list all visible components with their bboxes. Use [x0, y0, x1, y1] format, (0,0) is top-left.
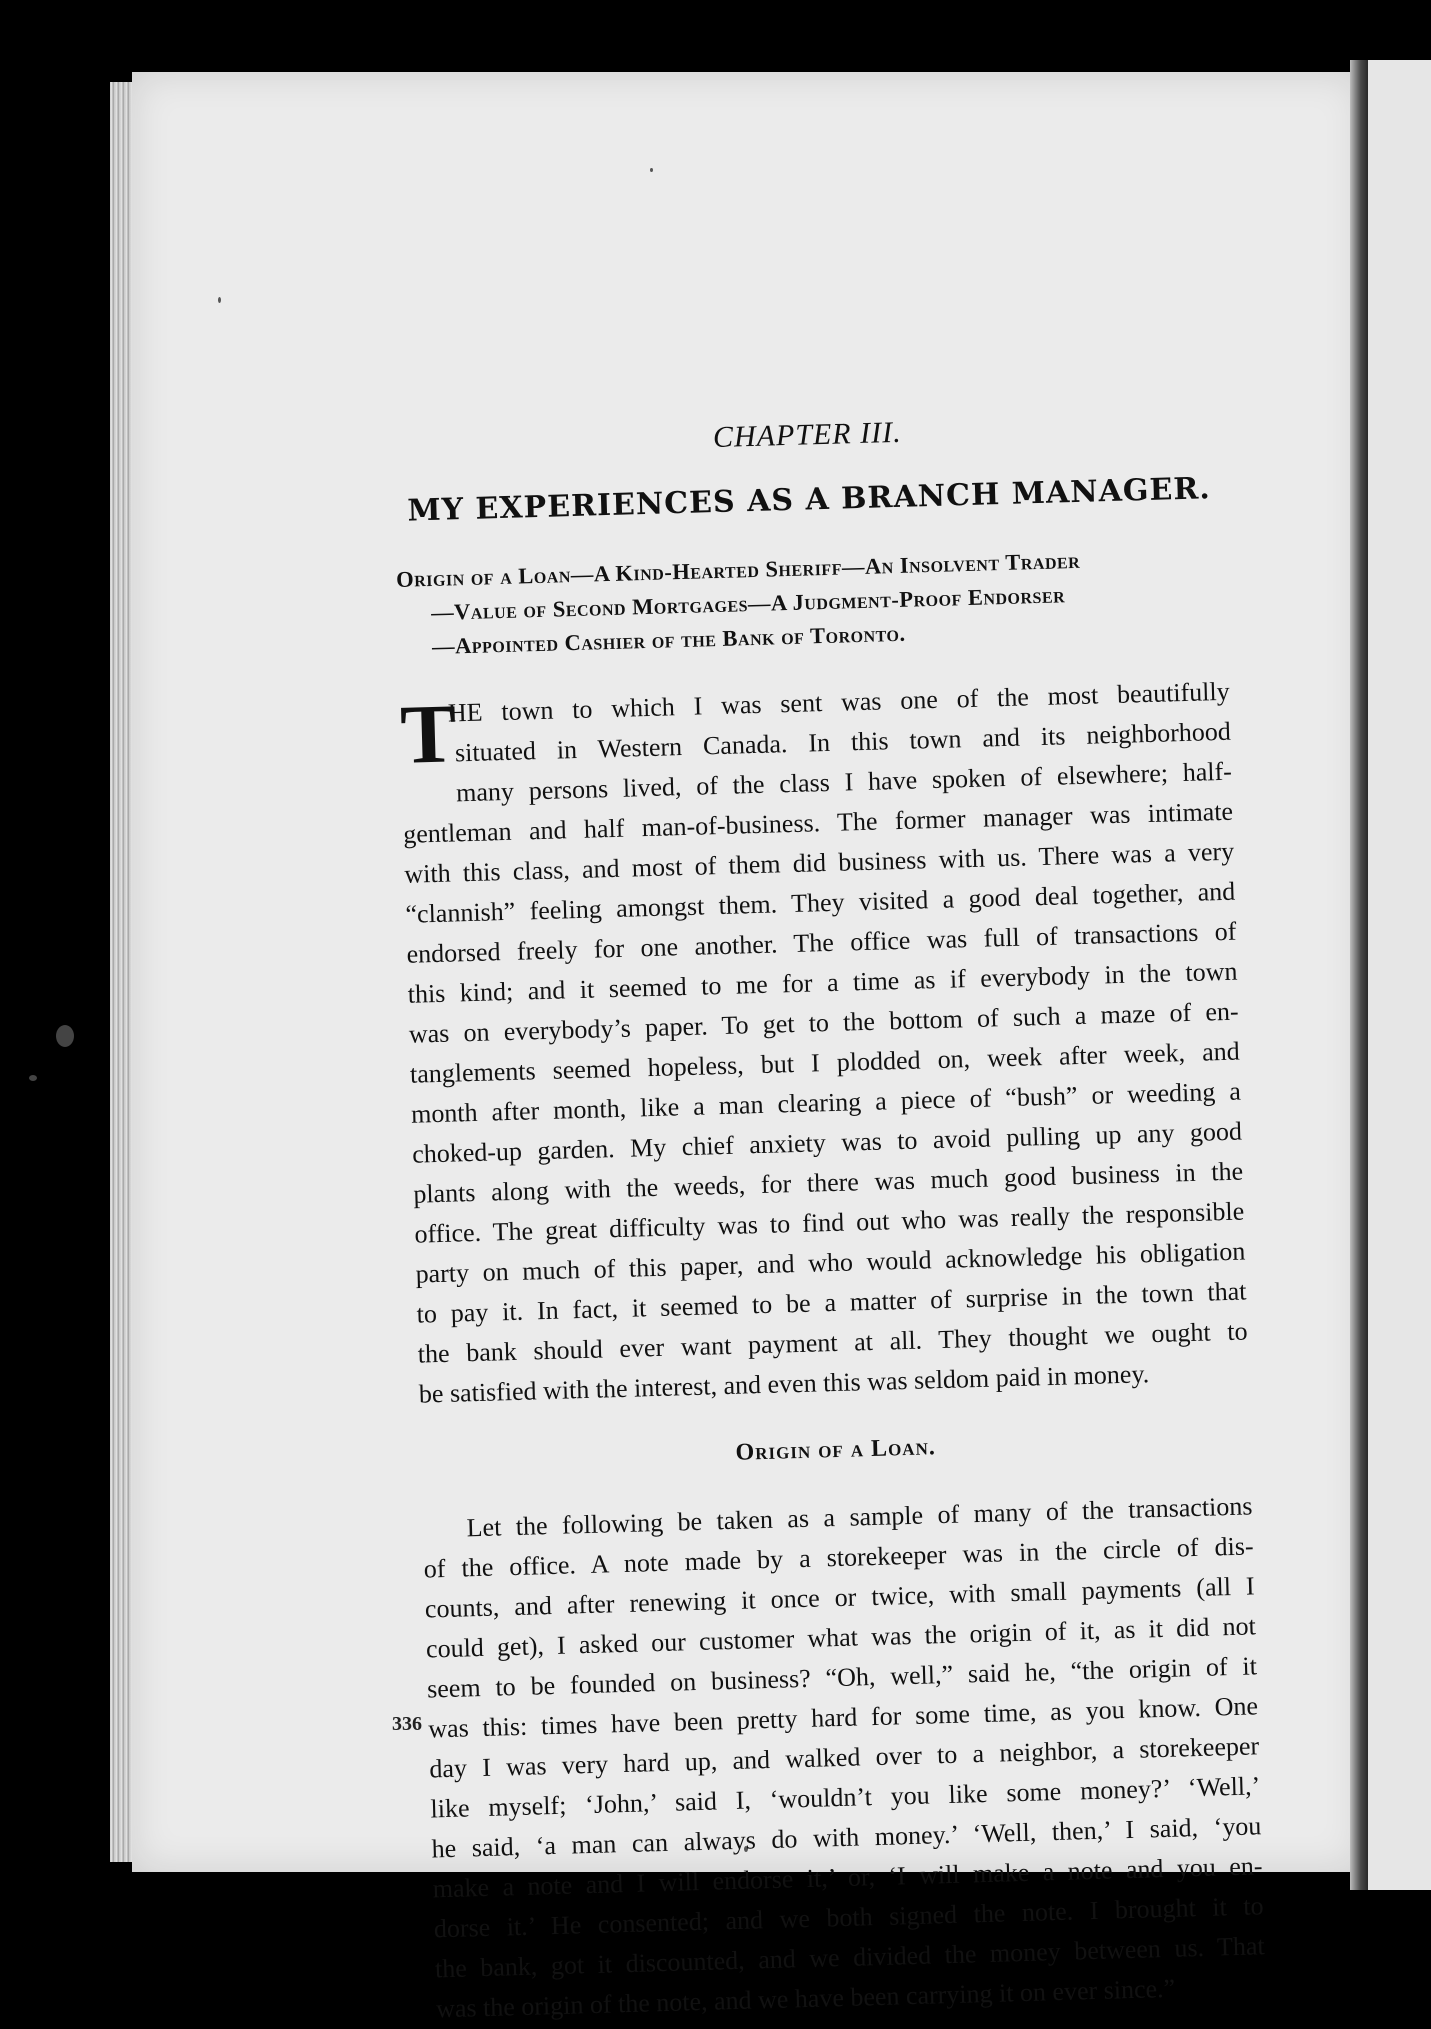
summary-line: —Value of Second Mortgages—A Judgment-Proof Endorser — [430, 582, 1066, 625]
text-line: situated in Western Canada. In this town and its neighborhood — [454, 716, 1232, 768]
text-line: he said, ‘a man can always do with money.’ ‘Well, then,’ I said, ‘you — [431, 1811, 1262, 1864]
text-line: the bank should ever want payment at all. They thought we ought to — [417, 1316, 1248, 1369]
text-line: many persons lived, of the class I have spoken of elsewhere; half- — [455, 756, 1233, 808]
text-line: HE town to which I was sent was one of the most beautifully — [447, 676, 1231, 728]
text-line: this kind; and it seemed to me for a time as if everybody in the town — [407, 956, 1238, 1009]
chapter-number: CHAPTER III. — [712, 415, 903, 455]
text-line: Let the following be taken as a sample of many of the transactions — [466, 1491, 1253, 1543]
text-line: plants along with the weeds, for there was much good business in the — [412, 1156, 1244, 1209]
speck — [29, 1075, 37, 1081]
second-paragraph — [422, 1486, 1266, 2029]
speck — [56, 1025, 74, 1047]
book-gutter — [1350, 60, 1368, 1890]
text-line: dorse it.’ He consented; and we both signed the note. I brought it to — [433, 1891, 1264, 1944]
text-line: day I was very hard up, and walked over to a neighbor, a storekeeper — [428, 1731, 1260, 1784]
text-line: seem to be founded on business? “Oh, well,” said he, “the origin of it — [426, 1651, 1258, 1704]
text-line: was this: times have been pretty hard for some time, as you know. One — [427, 1691, 1259, 1744]
text-line: was the origin of the note, and we have been carrying it on ever since.” — [435, 1973, 1176, 2024]
section-heading: Origin of a Loan. — [735, 1434, 937, 1466]
text-line: office. The great difficulty was to find out who was really the responsible — [414, 1196, 1245, 1249]
next-page-edge — [1368, 60, 1431, 1890]
speck — [650, 168, 653, 172]
summary-line: —Appointed Cashier of the Bank of Toronto. — [431, 620, 906, 659]
text-line: of the office. A note made by a storekeeper was in the circle of dis- — [423, 1531, 1254, 1584]
text-line: like myself; ‘John,’ said I, ‘wouldn’t you like some money?’ ‘Well,’ — [430, 1771, 1261, 1824]
text-line: be satisfied with the interest, and even this was seldom paid in money. — [418, 1359, 1150, 1409]
text-line: was on everybody’s paper. To get to the bottom of such a maze of en- — [408, 996, 1239, 1049]
summary-line: Origin of a Loan—A Kind-Hearted Sheriff—An Insolvent Trader — [395, 547, 1081, 592]
text-line: endorsed freely for one another. The office was full of transactions of — [406, 916, 1237, 969]
text-line: make a note and I will endorse it,’ or, ‘I will make a note and you en- — [432, 1851, 1263, 1904]
page-number: 336 — [392, 1713, 422, 1735]
text-line: tanglements seemed hopeless, but I plodded on, week after week, and — [409, 1036, 1241, 1089]
text-line: could get), I asked our customer what was the origin of it, as it did not — [425, 1611, 1257, 1664]
text-line: the bank, got it discounted, and we divided the money between us. That — [434, 1931, 1266, 1984]
chapter-title: MY EXPERIENCES AS A BRANCH MANAGER. — [407, 471, 1212, 529]
drop-cap: T — [399, 687, 458, 782]
page-content — [392, 407, 1266, 2029]
text-line: with this class, and most of them did business with us. There was a very — [404, 836, 1235, 889]
text-line: to pay it. In fact, it seemed to be a matter of surprise in the town that — [416, 1276, 1247, 1329]
chapter-summary — [396, 540, 1229, 665]
speck — [218, 297, 221, 303]
text-line: party on much of this paper, and who would acknowledge his obligation — [415, 1236, 1246, 1289]
text-line: “clannish” feeling amongst them. They visited a good deal together, and — [405, 876, 1236, 929]
text-line: month after month, like a man clearing a piece of “bush” or weeding a — [410, 1076, 1242, 1129]
opening-paragraph — [399, 672, 1249, 1415]
text-line: choked-up garden. My chief anxiety was to avoid pulling up any good — [411, 1116, 1243, 1169]
text-line: counts, and after renewing it once or twice, with small payments (all I — [424, 1571, 1256, 1624]
text-line: gentleman and half man-of-business. The former manager was intimate — [402, 796, 1234, 849]
